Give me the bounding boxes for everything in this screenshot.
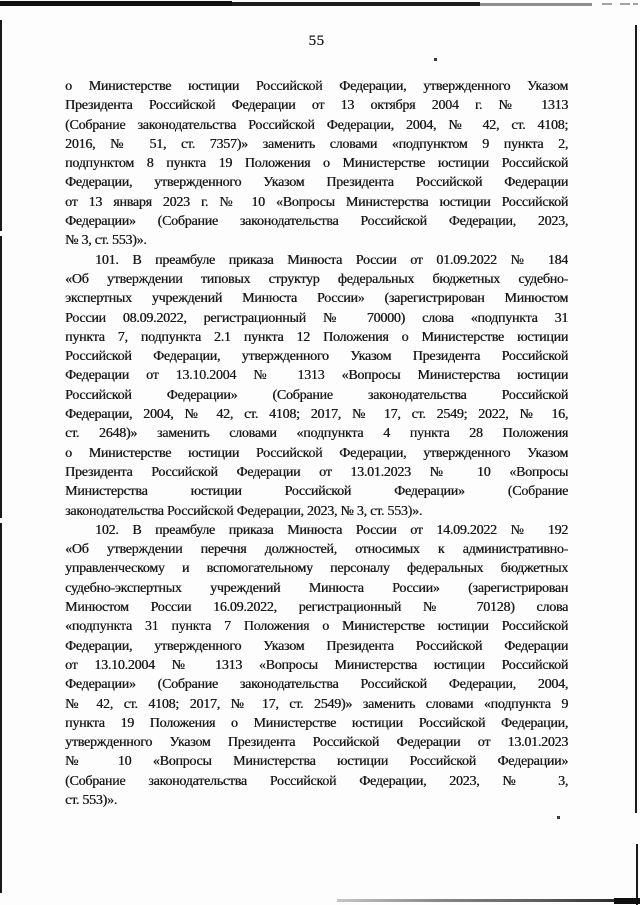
text-line: судебно-экспертных учреждений Минюста России» (зарегистрирован [65, 580, 568, 596]
text-line: (Собрание законодательства Российской Федерации, 2004, № 42, ст. 4108; [65, 117, 568, 133]
text-line: Федерации, утвержденного Указом Президента Российской Федерации [65, 638, 568, 654]
scan-edge-bottom-dark [614, 898, 640, 904]
text-line: 2016, № 51, ст. 7357)» заменить словами «подпунктом 9 пункта 2, [65, 136, 568, 152]
text-line: ст. 2648)» заменить словами «подпункта 4 пункта 28 Положения [65, 426, 568, 442]
text-line: Президента Российской Федерации от 13 октября 2004 г. № 1313 [65, 98, 568, 114]
text-line: Президента Российской Федерации от 13.01.2023 № 10 «Вопросы [65, 464, 568, 480]
text-line: от 13.10.2004 № 1313 «Вопросы Министерства юстиции Российской [65, 657, 568, 673]
document-body [65, 77, 568, 810]
text-line: Федерации, утвержденного Указом Президента Российской Федерации [65, 175, 568, 191]
scan-edge-right [636, 844, 638, 905]
text-line: ст. 553)». [65, 792, 117, 808]
page-number: 55 [308, 33, 325, 49]
text-line: Федерации, 2004, № 42, ст. 4108; 2017, № 17, ст. 2549; 2022, № 16, [65, 407, 568, 423]
text-line: управленческому и вспомогательному персоналу федеральных бюджетных [65, 561, 568, 577]
scan-edge-top-dark [232, 2, 480, 6]
scan-edge-left [0, 523, 2, 893]
scan-edge-top-dash [620, 3, 630, 5]
text-line: «Об утверждении типовых структур федеральных бюджетных судебно- [65, 271, 568, 287]
text-line: Минюстом России 16.09.2022, регистрационный № 70128) слова [65, 600, 568, 616]
scan-edge-bottom [337, 899, 617, 902]
text-line: пункта 19 Положения о Министерстве юстиции Российской Федерации, [65, 715, 568, 731]
text-line: России 08.09.2022, регистрационный № 70000) слова «подпункта 31 [65, 310, 568, 326]
text-line: Федерации от 13.10.2004 № 1313 «Вопросы Министерства юстиции [65, 368, 568, 384]
text-line: Министерства юстиции Российской Федерации» (Собрание [65, 484, 568, 500]
text-line: Федерации» (Собрание законодательства Российской Федерации, 2004, [65, 677, 568, 693]
scan-edge-top-dash [633, 3, 638, 5]
text-line: о Министерстве юстиции Российской Федерации, утвержденного Указом [65, 445, 568, 461]
scan-edge-left [0, 20, 2, 231]
text-line: № 10 «Вопросы Министерства юстиции Российской Федерации» [65, 754, 568, 770]
text-line: 102. В преамбуле приказа Минюста России от 14.09.2022 № 192 [95, 522, 568, 538]
scan-edge-top-gray [480, 3, 592, 6]
text-line: «Об утверждении перечня должностей, относимых к административно- [65, 542, 568, 558]
text-line: от 13 января 2023 г. № 10 «Вопросы Министерства юстиции Российской [65, 194, 568, 210]
scan-edge-top-dark [0, 1, 232, 6]
text-line: подпунктом 8 пункта 19 Положения о Министерстве юстиции Российской [65, 156, 568, 172]
scan-edge-top-dash [602, 3, 612, 5]
text-line: № 42, ст. 4108; 2017, № 17, ст. 2549)» заменить словами «подпункта 9 [65, 696, 568, 712]
text-line: Российской Федерации, утвержденного Указом Президента Российской [65, 349, 568, 365]
text-line: Российской Федерации» (Собрание законодательства Российской [65, 387, 568, 403]
text-line: законодательства Российской Федерации, 2023, № 3, ст. 553)». [65, 503, 422, 519]
text-line: Федерации» (Собрание законодательства Российской Федерации, 2023, [65, 214, 568, 230]
text-line: о Министерстве юстиции Российской Федерации, утвержденного Указом [65, 79, 568, 94]
text-line: экспертных учреждений Минюста России» (зарегистрирован Минюстом [65, 291, 568, 307]
text-line: утвержденного Указом Президента Российской Федерации от 13.01.2023 [65, 735, 568, 751]
text-line: 101. В преамбуле приказа Минюста России от 01.09.2022 № 184 [95, 252, 568, 268]
scan-speck [434, 58, 437, 61]
scan-speck [557, 816, 560, 819]
text-line: пункта 7, подпункта 2.1 пункта 12 Положения о Министерстве юстиции [65, 329, 568, 345]
scan-edge-right [635, 25, 637, 813]
text-line: (Собрание законодательства Российской Федерации, 2023, № 3, [65, 773, 568, 789]
text-line: «подпункта 31 пункта 7 Положения о Министерстве юстиции Российской [65, 619, 568, 635]
text-line: № 3, ст. 553)». [65, 233, 147, 249]
scan-edge-left [0, 236, 2, 518]
